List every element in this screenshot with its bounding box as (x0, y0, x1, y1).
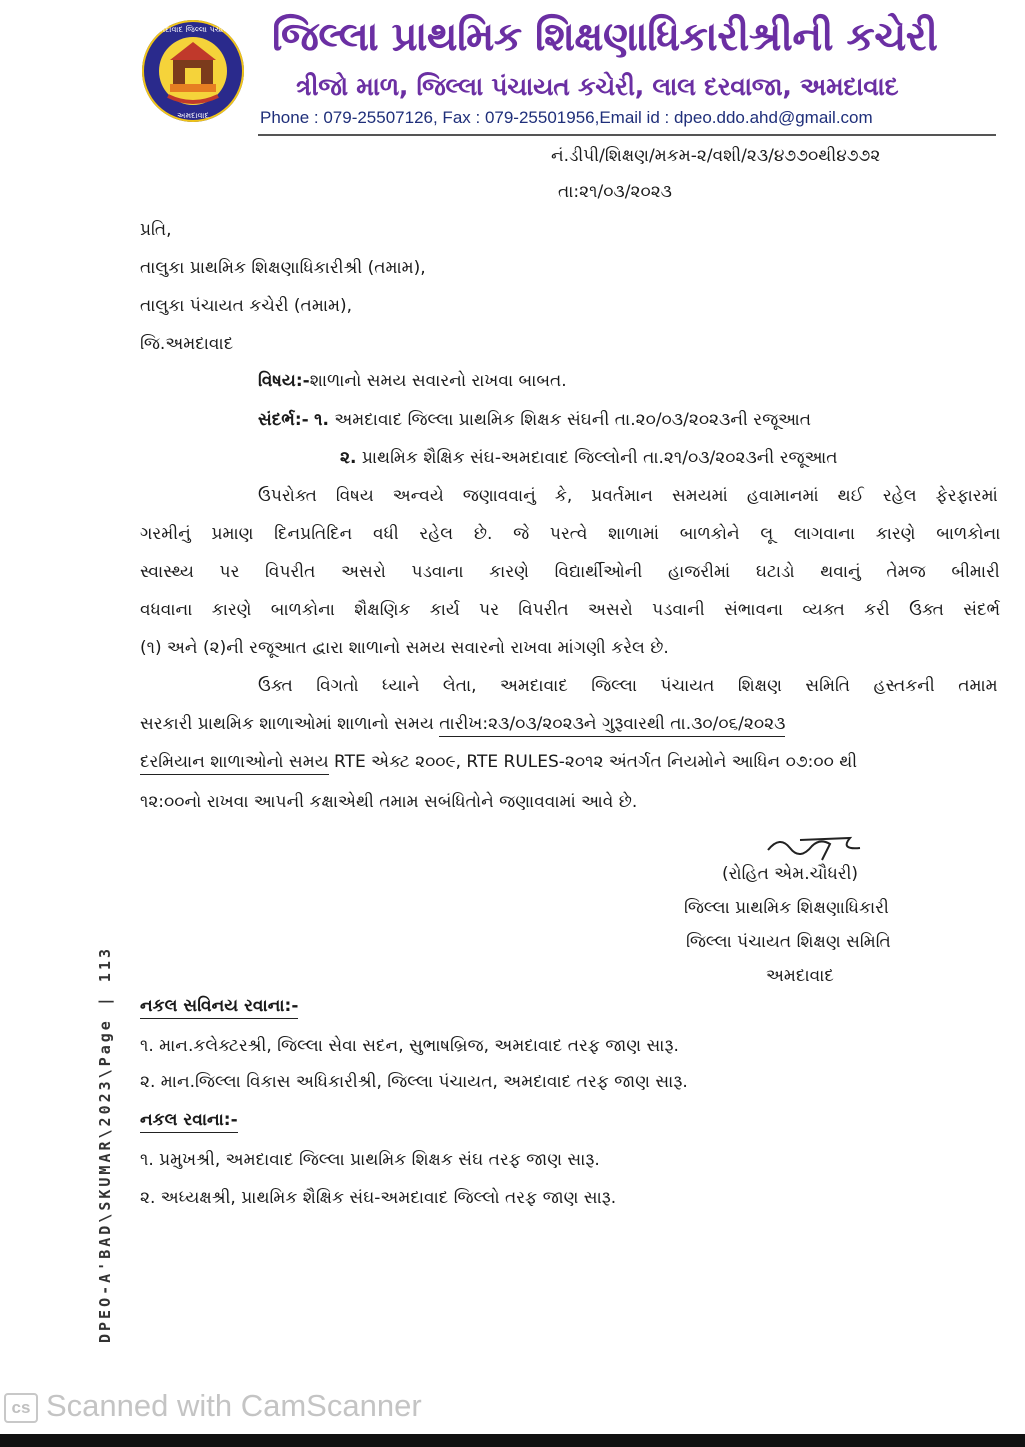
copy-with-respect-heading (140, 996, 298, 1016)
reference-number: નં.ડીપી/શિક્ષણ/મકમ-૨/વશી/૨૩/૪૭૭૦થી૪૭૭૨ (551, 146, 881, 166)
body-p1-line3: સ્વાસ્થ્ય પર વિપરીત અસરો પડવાના કારણે વિદ્યાર્થીઓની હાજરીમાં ઘટાડો થવાનું તેમજ બીમારી (140, 562, 1000, 582)
subject-text: શાળાનો સમય સવારનો રાખવા બાબત. (309, 371, 567, 391)
reference-item2: પ્રાથમિક શૈક્ષિક સંઘ-અમદાવાદ જિલ્લોની તા.૨૧/૦૩/૨૦૨૩ની રજૂઆત (361, 448, 838, 468)
logo-top-text: અમદાવાદ જિલ્લા પંચાયત (151, 25, 235, 34)
logo-bottom-text: અમદાવાદ (177, 111, 209, 120)
body-p1-line2: ગરમીનું પ્રમાણ દિનપ્રતિદિન વધી રહેલ છે. જે પરત્વે શાળામાં બાળકોને લૂ લાગવાના કારણે બાળકોના (140, 524, 1001, 544)
letter-date: તા:૨૧/૦૩/૨૦૨૩ (558, 182, 672, 202)
reference-2 (340, 448, 837, 468)
signatory-name: (રોહિત એમ.ચૌધરી) (722, 864, 859, 884)
office-contact: Phone : 079-25507126, Fax : 079-25501956,Email id : dpeo.ddo.ahd@gmail.com (260, 108, 873, 127)
reference-label: સંદર્ભ:- (258, 410, 309, 430)
reference-item1-num: ૧. (314, 410, 329, 430)
subject (258, 371, 567, 391)
side-page-stamp: DPEO-A'BAD\SKUMAR\2023\Page | 113 (96, 945, 114, 1343)
office-address: ત્રીજો માળ, જિલ્લા પંચાયત કચેરી, લાલ દરવાજા, અમદાવાદ (296, 72, 899, 101)
copy-with-respect-item1: ૧. માન.કલેક્ટરશ્રી, જિલ્લા સેવા સદન, સુભાષબ્રિજ, અમદાવાદ તરફ જાણ સારૂ. (140, 1036, 679, 1056)
district-panchayat-logo (140, 18, 246, 124)
signatory-designation2: જિલ્લા પંચાયત શિક્ષણ સમિતિ (686, 932, 891, 952)
body-p2-line2 (140, 714, 785, 734)
body-p1-line1: ઉપરોક્ત વિષય અન્વયે જણાવવાનું કે, પ્રવર્તમાન સમયમાં હવામાનમાં થઈ રહેલ ફેરફારમાં (258, 486, 998, 506)
recipient-line1: તાલુકા પ્રાથમિક શિક્ષણાધિકારીશ્રી (તમામ), (140, 258, 426, 278)
bottom-edge-bar (0, 1434, 1025, 1447)
reference-1 (258, 410, 811, 430)
body-p2-line3 (140, 752, 857, 772)
body-p2-line4: ૧૨:૦૦નો રાખવા આપની કક્ષાએથી તમામ સબંધિતોને જણાવવામાં આવે છે. (140, 792, 638, 812)
copy-to-heading-text: નકલ રવાના:- (140, 1110, 238, 1133)
office-title: જિલ્લા પ્રાથમિક શિક્ષણાધિકારીશ્રીની કચેરી (272, 14, 938, 60)
subject-label: વિષય:- (258, 371, 310, 391)
reference-item2-num: ૨. (340, 448, 357, 468)
body-p1-line5: (૧) અને (૨)ની રજૂઆત દ્વારા શાળાનો સમય સવારનો રાખવા માંગણી કરેલ છે. (140, 638, 669, 658)
signatory-place: અમદાવાદ (766, 966, 834, 986)
camscanner-watermark: Scanned with CamScanner (46, 1388, 422, 1423)
copy-to-heading (140, 1110, 238, 1130)
copy-to-item2: ૨. અધ્યક્ષશ્રી, પ્રાથમિક શૈક્ષિક સંઘ-અમદાવાદ જિલ્લો તરફ જાણ સારૂ. (140, 1188, 617, 1208)
body-p1-line4: વધવાના કારણે બાળકોના શૈક્ષણિક કાર્ય પર વિપરીત અસરો પડવાની સંભાવના વ્યક્ત કરી ઉક્ત સંદર્ભ (140, 600, 1001, 620)
body-p2-line2-date: તારીખ:૨૩/૦૩/૨૦૨૩ને ગુરૂવારથી તા.૩૦/૦૬/૨૦૨૩ (439, 714, 785, 737)
header-divider (258, 134, 996, 136)
recipient-line2: તાલુકા પંચાયત કચેરી (તમામ), (140, 296, 353, 316)
body-p2-line2-text: સરકારી પ્રાથમિક શાળાઓમાં શાળાનો સમય (140, 714, 434, 734)
body-p2-line3-text: દરમિયાન શાળાઓનો સમય (140, 752, 329, 775)
camscanner-logo-icon: cs (4, 1393, 38, 1423)
reference-item1: અમદાવાદ જિલ્લા પ્રાથમિક શિક્ષક સંઘની તા.૨૦/૦૩/૨૦૨૩ની રજૂઆત (334, 410, 812, 430)
body-p2-line3-rules: RTE એક્ટ ૨૦૦૯, RTE RULES-૨૦૧૨ અંતર્ગત નિયમોને આધિન ૦૭:૦૦ થી (334, 752, 858, 772)
copy-with-respect-item2: ૨. માન.જિલ્લા વિકાસ અધિકારીશ્રી, જિલ્લા પંચાયત, અમદાવાદ તરફ જાણ સારૂ. (140, 1072, 688, 1092)
signatory-designation1: જિલ્લા પ્રાથમિક શિક્ષણાધિકારી (684, 898, 889, 918)
recipient-line3: જિ.અમદાવાદ (140, 334, 234, 354)
recipient-to: પ્રતિ, (140, 220, 172, 240)
copy-with-respect-heading-text: નકલ સવિનય રવાના:- (140, 996, 298, 1019)
copy-to-item1: ૧. પ્રમુખશ્રી, અમદાવાદ જિલ્લા પ્રાથમિક શિક્ષક સંઘ તરફ જાણ સારૂ. (140, 1150, 600, 1170)
body-p2-line1: ઉક્ત વિગતો ધ્યાને લેતા, અમદાવાદ જિલ્લા પંચાયત શિક્ષણ સમિતિ હસ્તકની તમામ (258, 676, 998, 696)
